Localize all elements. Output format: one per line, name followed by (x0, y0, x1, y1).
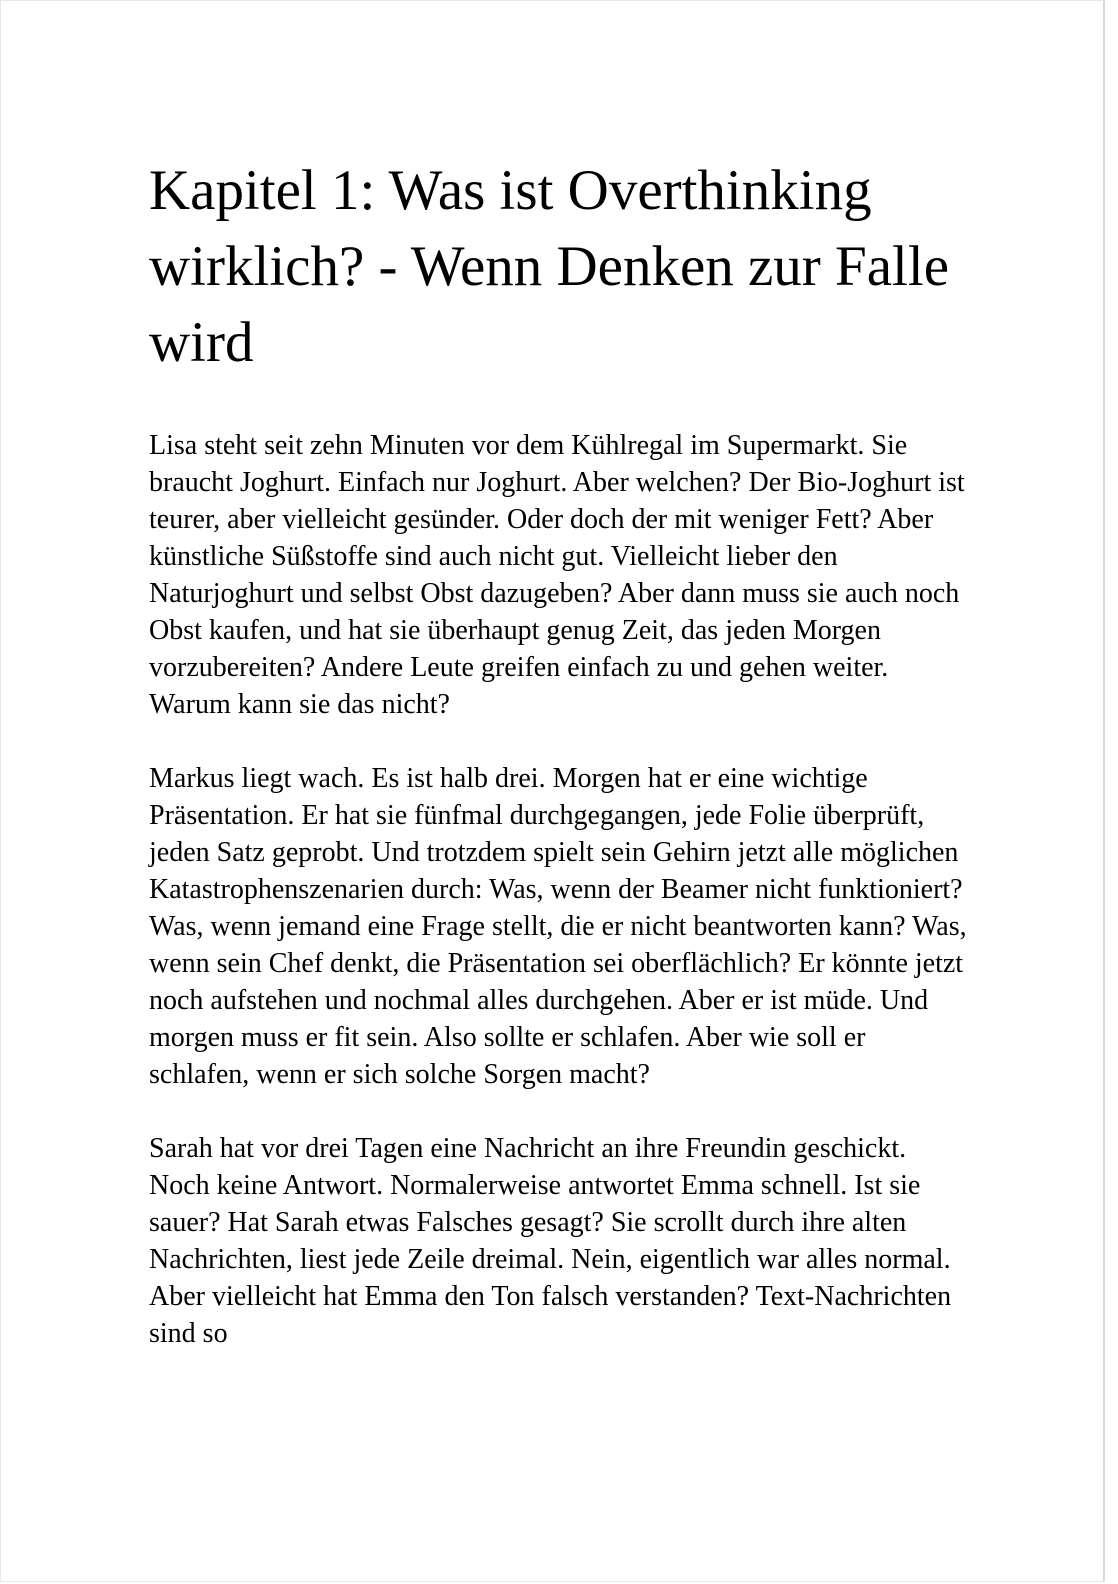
paragraph-lisa: Lisa steht seit zehn Minuten vor dem Kühlregal im Supermarkt. Sie braucht Joghurt. Einfach nur Joghurt. Aber welchen? Der Bio-Joghurt ist teurer, aber vielleicht gesünder. Oder doch der mit weniger Fett? Aber künstliche Süßstoffe sind auch nicht gut. Vielleicht lieber den Naturjoghurt und selbst Obst dazugeben? Aber dann muss sie auch noch Obst kaufen, und hat sie überhaupt genug Zeit, das jeden Morgen vorzubereiten? Andere Leute greifen einfach zu und gehen weiter. Warum kann sie das nicht? (149, 430, 965, 720)
page-content (149, 153, 969, 1389)
chapter-title: Kapitel 1: Was ist Overthinking wirklich? - Wenn Denken zur Falle wird (149, 159, 950, 374)
paragraph-markus: Markus liegt wach. Es ist halb drei. Morgen hat er eine wichtige Präsentation. Er hat sie fünfmal durchgegangen, jede Folie überprüft, jeden Satz geprobt. Und trotzdem spielt sein Gehirn jetzt alle möglichen Katastrophenszenarien durch: Was, wenn der Beamer nicht funktioniert? Was, wenn jemand eine Frage stellt, die er nicht beantworten kann? Was, wenn sein Chef denkt, die Präsentation sei oberflächlich? Er könnte jetzt noch aufstehen und nochmal alles durchgehen. Aber er ist müde. Und morgen muss er fit sein. Also sollte er schlafen. Aber wie soll er schlafen, wenn er sich solche Sorgen macht? (149, 763, 967, 1090)
paragraph-sarah: Sarah hat vor drei Tagen eine Nachricht an ihre Freundin geschickt. Noch keine Antwort. Normalerweise antwortet Emma schnell. Ist sie sauer? Hat Sarah etwas Falsches gesagt? Sie scrollt durch ihre alten Nachrichten, liest jede Zeile dreimal. Nein, eigentlich war alles normal. Aber vielleicht hat Emma den Ton falsch verstanden? Text-Nachrichten sind so (149, 1133, 952, 1349)
